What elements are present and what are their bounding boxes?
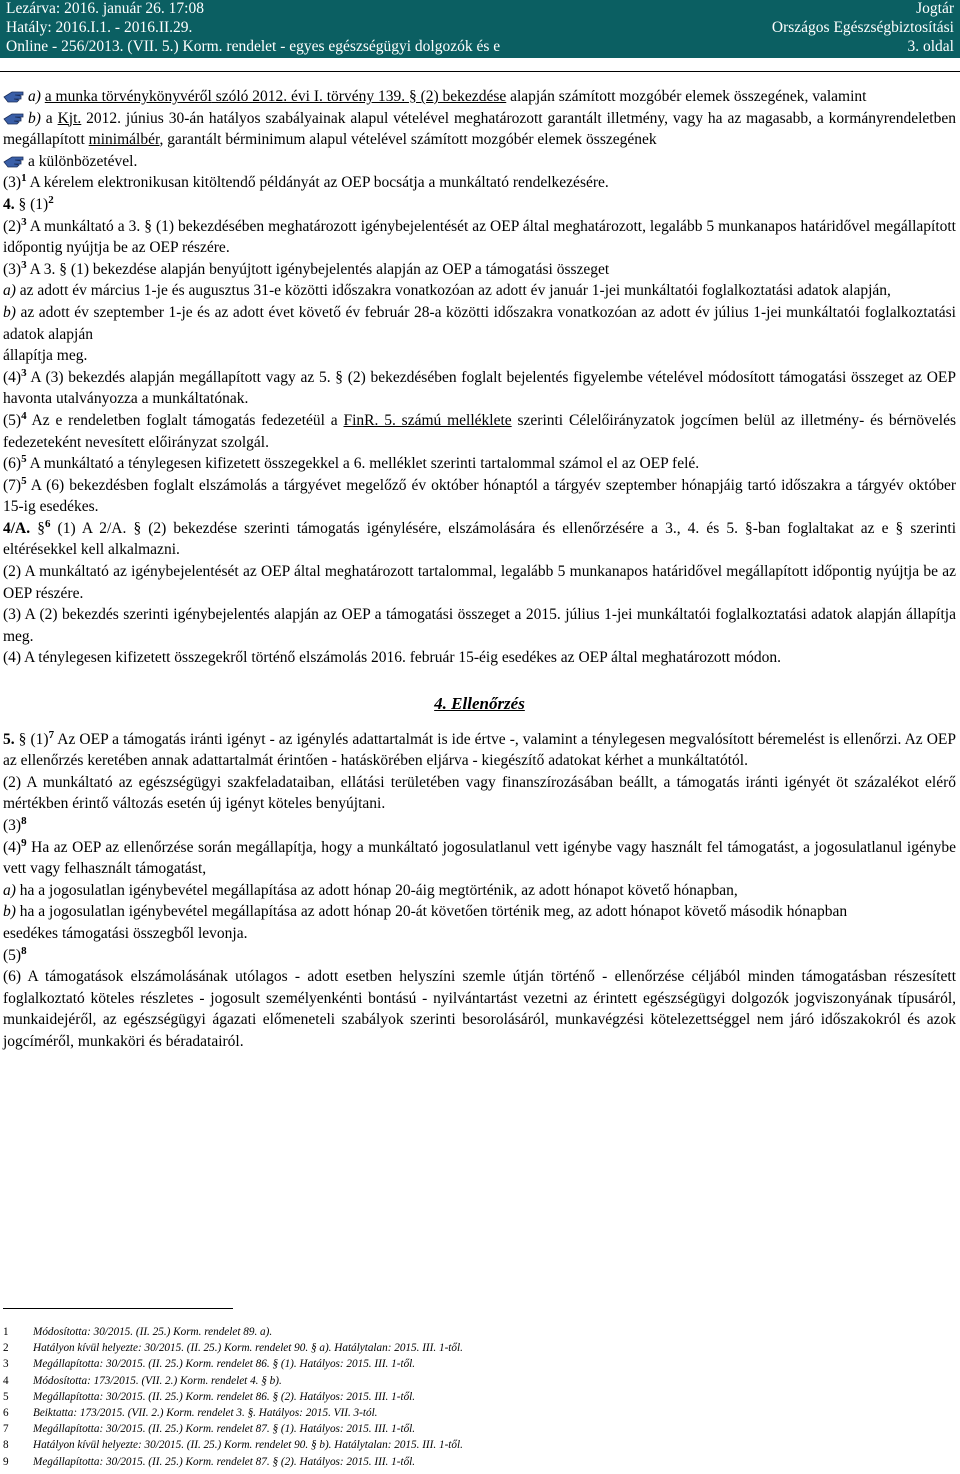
footnote-number: 5 — [3, 1390, 9, 1403]
footnote-number: 3 — [3, 1358, 9, 1371]
paragraph-5-4-end: esedékes támogatási összegből levonja. — [3, 924, 248, 942]
paragraph-5-4-a: a) ha a jogosulatlan igénybevétel megállapítása az adott hónap 20-áig megtörténik, az adott hónapot követő hónapban, — [3, 881, 738, 899]
header-divider — [0, 71, 960, 72]
hand-pointer-icon[interactable] — [3, 88, 25, 102]
document-body — [3, 86, 956, 1053]
document-header — [0, 0, 960, 58]
paragraph-4-3-end: állapítja meg. — [3, 347, 88, 365]
footnote-ref[interactable]: 4 — [21, 409, 27, 422]
footnote-ref[interactable]: 3 — [21, 366, 27, 379]
labor-code-link[interactable]: a munka törvénykönyvéről — [44, 88, 212, 105]
paragraph-5-4: $(4)^9$ Ha az OEP az ellenőrzése során megállapítja, hogy a munkáltató jogosulatlanul vett igénybe vagy használt fel támogatást, a jogosulatlanul igénybe vett vagy felhasznált támogatást, — [3, 836, 956, 878]
footnote-text: Megállapította: 30/2015. (II. 25.) Korm. rendelet 86. § (1). Hatályos: 2015. III. 1-től. — [33, 1358, 416, 1371]
footnote-text: Megállapította: 30/2015. (II. 25.) Korm. rendelet 86. § (2). Hatályos: 2015. III. 1-től. — [33, 1390, 416, 1403]
kjt-link[interactable]: Kjt. — [57, 109, 82, 127]
header-page-number: 3. oldal — [907, 38, 954, 55]
footnotes — [3, 1324, 960, 1470]
footnote-ref[interactable]: 6 — [44, 517, 51, 530]
footnote-ref[interactable]: 5 — [21, 452, 27, 465]
footnote-number: 8 — [3, 1439, 9, 1452]
footnote-text: Megállapította: 30/2015. (II. 25.) Korm. rendelet 87. § (2). Hatályos: 2015. III. 1-től. — [33, 1455, 416, 1468]
paragraph-4a-2: (2) A munkáltató az igénybejelentését az OEP által meghatározott tartalommal, legalább 5 munkanapos határidővel megállapított időpontig nyújtja be az OEP részére. — [3, 563, 956, 602]
footnote-number: 9 — [3, 1455, 9, 1468]
paragraph-4-3-b: b) az adott év szeptember 1-je és az adott évet követő év február 28-a közötti időszakra vonatkozóan az adott év július 1-jei munkáltatói foglalkoztatási adatok alapján — [3, 303, 956, 343]
footnote-number: 2 — [3, 1342, 9, 1355]
footnote-text: Módosította: 30/2015. (II. 25.) Korm. rendelet 89. a). — [33, 1326, 273, 1338]
section-4a: 4/A. §$^6$ (1) A 2/A. § (2) bekezdése szerinti támogatás igénylésére, elszámolására és ellenőrzésére a 3., 4. és 5. §-ban foglaltakat az e § szerinti eltérésekkel kell alkalmazni. — [3, 517, 957, 559]
paragraph-3-3: $(3)^1$ A kérelem elektronikusan kitöltendő példányát az OEP bocsátja a munkáltató rendelkezésére. — [3, 172, 609, 192]
footnote-ref[interactable]: 2 — [48, 193, 54, 206]
section-5: 5. § $(1)^7$ Az OEP a támogatás iránti igényt - az igénylés adattartalmát is ide értve -, valamint a ténylegesen megvalósított béremelést is ellenőrzi. Az OEP az ellenőrzés keretében annak adattartalmát érintően - hatáskörében eljárva - kiegészítő adatokat kérhet a munkáltatótól. — [3, 728, 956, 770]
header-document-title: Online - 256/2013. (VII. 5.) Korm. rendelet - egyes egészségügyi dolgozók és e — [6, 38, 501, 55]
footnote-divider — [3, 1308, 233, 1309]
footnote-number: 1 — [3, 1326, 9, 1338]
labor-code-section-link[interactable]: szóló 2012. évi I. törvény 139. § (2) bekezdése — [211, 88, 507, 105]
footnote-ref[interactable]: 8 — [21, 814, 27, 827]
footnote-item — [3, 1373, 960, 1389]
paragraph-4-3: $(3)^3$ A 3. § (1) bekezdése alapján benyújtott igénybejelentés alapján az OEP a támogatási összeget — [3, 258, 610, 278]
footnote-ref[interactable]: 8 — [21, 944, 27, 957]
paragraph-4-4: $(4)^3$ A (3) bekezdés alapján megállapított vagy az 5. § (2) bekezdésében foglalt bejelentés figyelembe vételével módosított támogatási összeget az OEP havonta utalványozza a munkáltatónak. — [3, 366, 956, 408]
footnote-text: Hatályon kívül helyezte: 30/2015. (II. 25.) Korm. rendelet 90. § b). Hatálytalan: 2015. III. 1-től. — [33, 1439, 463, 1452]
footnote-number: 7 — [3, 1423, 9, 1436]
paragraph-5-5: $(5)^8$ — [3, 944, 27, 964]
hand-pointer-icon[interactable] — [3, 153, 25, 167]
footnote-item — [3, 1389, 960, 1405]
footnote-text: Beiktatta: 173/2015. (VII. 2.) Korm. rendelet 3. §. Hatályos: 2015. VII. 3-tól. — [33, 1407, 378, 1420]
footnote-item — [3, 1437, 960, 1453]
point-a: a) a munka törvénykönyvéről szóló 2012. évi I. törvény 139. § (2) bekezdése alapján számított mozgóbér elemek összegének, valamint — [3, 86, 956, 108]
header-validity: Hatály: 2016.I.1. - 2016.II.29. — [6, 19, 193, 36]
footnote-ref[interactable]: 7 — [48, 728, 55, 741]
paragraph-5-3: $(3)^8$ — [3, 814, 27, 834]
footnote-ref[interactable]: 5 — [21, 474, 27, 487]
paragraph-4-2: $(2)^3$ A munkáltató a 3. § (1) bekezdésében meghatározott igénybejelentését az OEP által meghatározott, legalább 5 munkanapos határidővel megállapított időpontig nyújtja be az OEP részére. — [3, 215, 956, 257]
header-closed-date: Lezárva: 2016. január 26. 17:08 — [6, 0, 204, 17]
paragraph-5-6: (6) A támogatások elszámolásának utólagos - adott esetben helyszíni szemle útján történő - ellenőrzése céljából minden támogatásban részesített foglalkoztató köteles részletes - jogosult személyenkénti bontású - nyilvántartást vezetni az érintett egészségügyi dolgozók jogviszonyának típusáról, munkaidejéről, az egészségügyi ágazati előmeneteli szabályok szerinti besorolásáról, munkavégzési kötelezettséggel nem járó időszakokról és azok jogcíméről, munkaköri és béradatairól. — [3, 968, 956, 1050]
header-institution: Országos Egészségbiztosítási — [771, 19, 954, 36]
hand-pointer-icon[interactable] — [3, 110, 25, 124]
paragraph-4-3-a: a) az adott év március 1-je és augusztus 31-e közötti időszakra vonatkozóan az adott év január 1-jei munkáltatói foglalkoztatási adatok alapján, — [3, 282, 891, 300]
footnote-ref[interactable]: 3 — [21, 258, 27, 271]
footnote-ref[interactable]: 9 — [21, 836, 27, 849]
footnote-text: Hatályon kívül helyezte: 30/2015. (II. 25.) Korm. rendelet 90. § a). Hatálytalan: 2015. III. 1-től. — [33, 1342, 463, 1355]
footnote-ref[interactable]: 1 — [21, 172, 27, 185]
paragraph-5-2: (2) A munkáltató az egészségügyi szakfeladataiban, ellátási területében vagy finanszírozásában beállt, a támogatás iránti igényét öt százalékot elérő mértékben érintő változás esetén új igényt köteles benyújtani. — [3, 773, 956, 813]
footnote-item — [3, 1454, 960, 1470]
footnote-item — [3, 1324, 960, 1340]
point-b: b) a Kjt. 2012. június 30-án hatályos szabályainak alapul vételével meghatározott garantált illetmény, vagy ha az magasabb, a kormányrendeletben megállapított minimálbér, garantált bérminimum alapul vételével számított mozgóbér elemek összegének — [3, 109, 956, 149]
header-source: Jogtár — [916, 0, 954, 17]
paragraph-4a-4: (4) A ténylegesen kifizetett összegekről történő elszámolás 2016. február 15-éig esedékes az OEP által meghatározott módon. — [3, 649, 782, 667]
footnote-item — [3, 1405, 960, 1421]
paragraph-4-7: $(7)^5$ A (6) bekezdésben foglalt elszámolás a tárgyévet megelőző év október hónaptól a tárgyév szeptember hónapjáig tartó időszakra a tárgyév október 15-ig esedékes. — [3, 474, 956, 516]
paragraph-4-6: $(6)^5$ A munkáltató a ténylegesen kifizetett összegekkel a 6. melléklet szerinti tartalommal számol el az OEP felé. — [3, 452, 700, 473]
footnote-item — [3, 1421, 960, 1437]
footnote-item — [3, 1356, 960, 1372]
section-4-heading-line: 4. § $(1)^2$ — [3, 193, 54, 213]
paragraph-4-5: $(5)^4$ Az e rendeletben foglalt támogatás fedezetéül a FinR. 5. számú melléklete szerinti Célelőirányzatok jogcímen belül az illetmény- és bérnövelés fedezeteként nevesített előirányzat szolgál. — [3, 409, 956, 451]
footnote-number: 4 — [3, 1374, 9, 1387]
paragraph-5-4-b: b) ha a jogosulatlan igénybevétel megállapítása az adott hónap 20-át követően történik meg, az adott hónapot követő második hónapban — [3, 903, 848, 921]
footnote-text: Módosította: 173/2015. (VII. 2.) Korm. rendelet 4. § b). — [33, 1374, 282, 1387]
difference-line: a különbözetével. — [3, 151, 956, 173]
paragraph-4a-3: (3) A (2) bekezdés szerinti igénybejelentés alapján az OEP a támogatási összeget a 2015. július 1-jei munkáltatói foglalkoztatási adatok alapján állapítja meg. — [3, 606, 956, 645]
footnote-item — [3, 1340, 960, 1356]
footnote-text: Megállapította: 30/2015. (II. 25.) Korm. rendelet 87. § (1). Hatályos: 2015. III. 1-től. — [33, 1423, 416, 1436]
minimum-wage-link[interactable]: minimálbér — [88, 131, 160, 149]
chapter-heading: 4. Ellenőrzés — [434, 694, 525, 714]
finr-annex-link[interactable]: FinR. 5. számú melléklete — [343, 411, 512, 429]
footnote-number: 6 — [3, 1407, 9, 1420]
footnote-ref[interactable]: 3 — [21, 215, 27, 228]
